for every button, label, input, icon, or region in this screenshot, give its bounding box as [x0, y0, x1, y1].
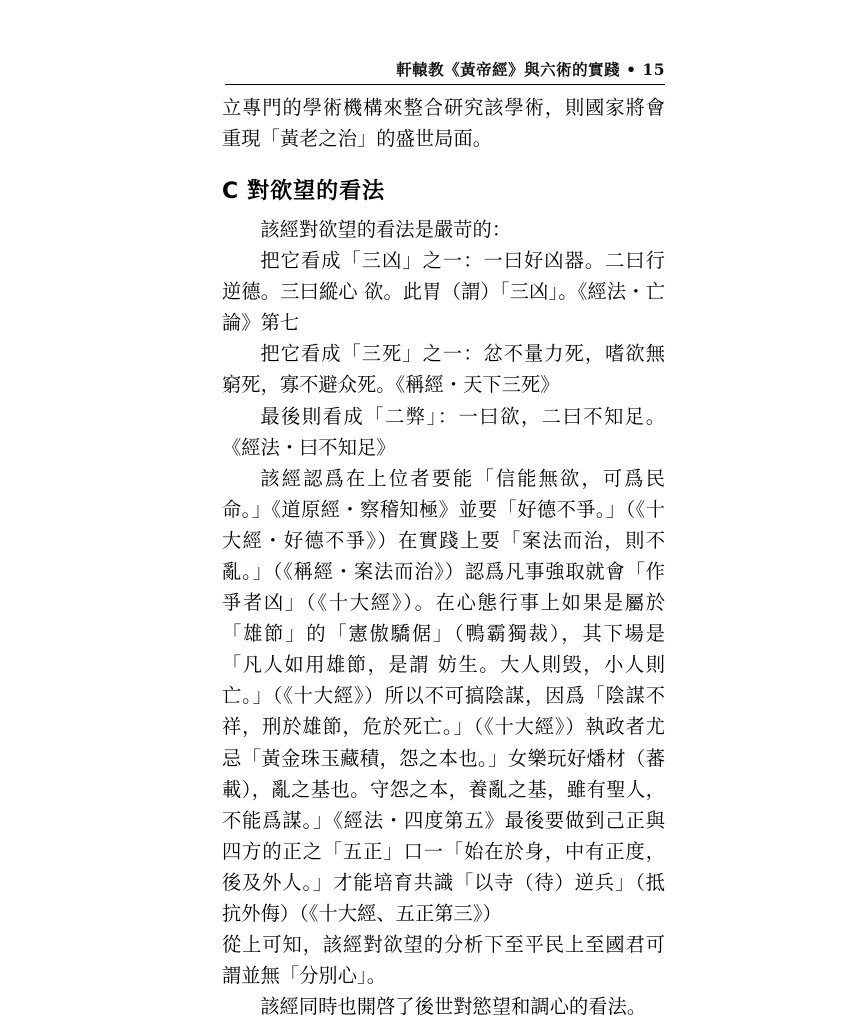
section-heading — [222, 176, 665, 208]
paragraph-4: 把它看成「三死」之一：忿不量力死，嗜欲無窮死，寡不避众死。《稱經・天下三死》 — [222, 342, 665, 397]
paragraph-7: 從上可知，該經對欲望的分析下至平民上至國君可謂並無「分別心」。 — [222, 933, 665, 988]
header-separator: • — [626, 60, 637, 79]
body-content — [222, 92, 665, 1022]
header-page-number: 15 — [642, 60, 665, 79]
section-marker: C — [222, 179, 240, 205]
header-divider — [225, 84, 665, 85]
paragraph-2: 該經對欲望的看法是嚴苛的： — [260, 217, 512, 241]
paragraph-5: 最後則看成「二弊」：一曰欲，二曰不知足。《經法・曰不知足》 — [222, 404, 665, 459]
paragraph-6: 該經認爲在上位者要能「信能無欲，可爲民命。」《道原經・察稽知極》並要「好德不爭。」（《十大經・好德不爭》）在實踐上要「案法而治，則不亂。」（《稱經・案法而治》）認爲凡事強取就會「作爭者凶」（《十大經》）。在心態行事上如果是屬於「雄節」的「憲傲驕倨」（鴨霸獨裁），其下場是「凡人如用雄節，是謂 妨生。大人則毁，小人則亡。」（《十大經》）所以不可搞陰謀，因爲「陰謀不祥，刑於雄節，危於死亡。」（《十大經》）執政者尤忌「黃金珠玉藏積，怨之本也。」女樂玩好燔材（蕃載），亂之基也。守怨之本，養亂之基，雖有聖人，不能爲謀。」《經法・四度第五》最後要做到己正與四方的正之「五正」口一「始在於身，中有正度，後及外人。」才能培育共識「以寺（待）逆兵」（抵抗外侮）（《十大經、五正第三》） — [222, 466, 665, 926]
header-title: 軒轅教《黃帝經》與六術的實踐 — [396, 60, 621, 79]
paragraph-1: 立專門的學術機構來整合研究該學術，則國家將會重現「黃老之治」的盛世局面。 — [222, 96, 665, 151]
section-heading-text: 對欲望的看法 — [247, 178, 386, 205]
paragraph-3: 把它看成「三凶」之一：一曰好凶器。二曰行逆德。三曰縱心 欲。此胃（謂）「三凶」。《經法・亡論》第七 — [222, 249, 665, 335]
header-text — [225, 58, 665, 80]
running-header — [225, 58, 665, 85]
paragraph-8: 該經同時也開啓了後世對慾望和調心的看法。 — [260, 995, 647, 1019]
